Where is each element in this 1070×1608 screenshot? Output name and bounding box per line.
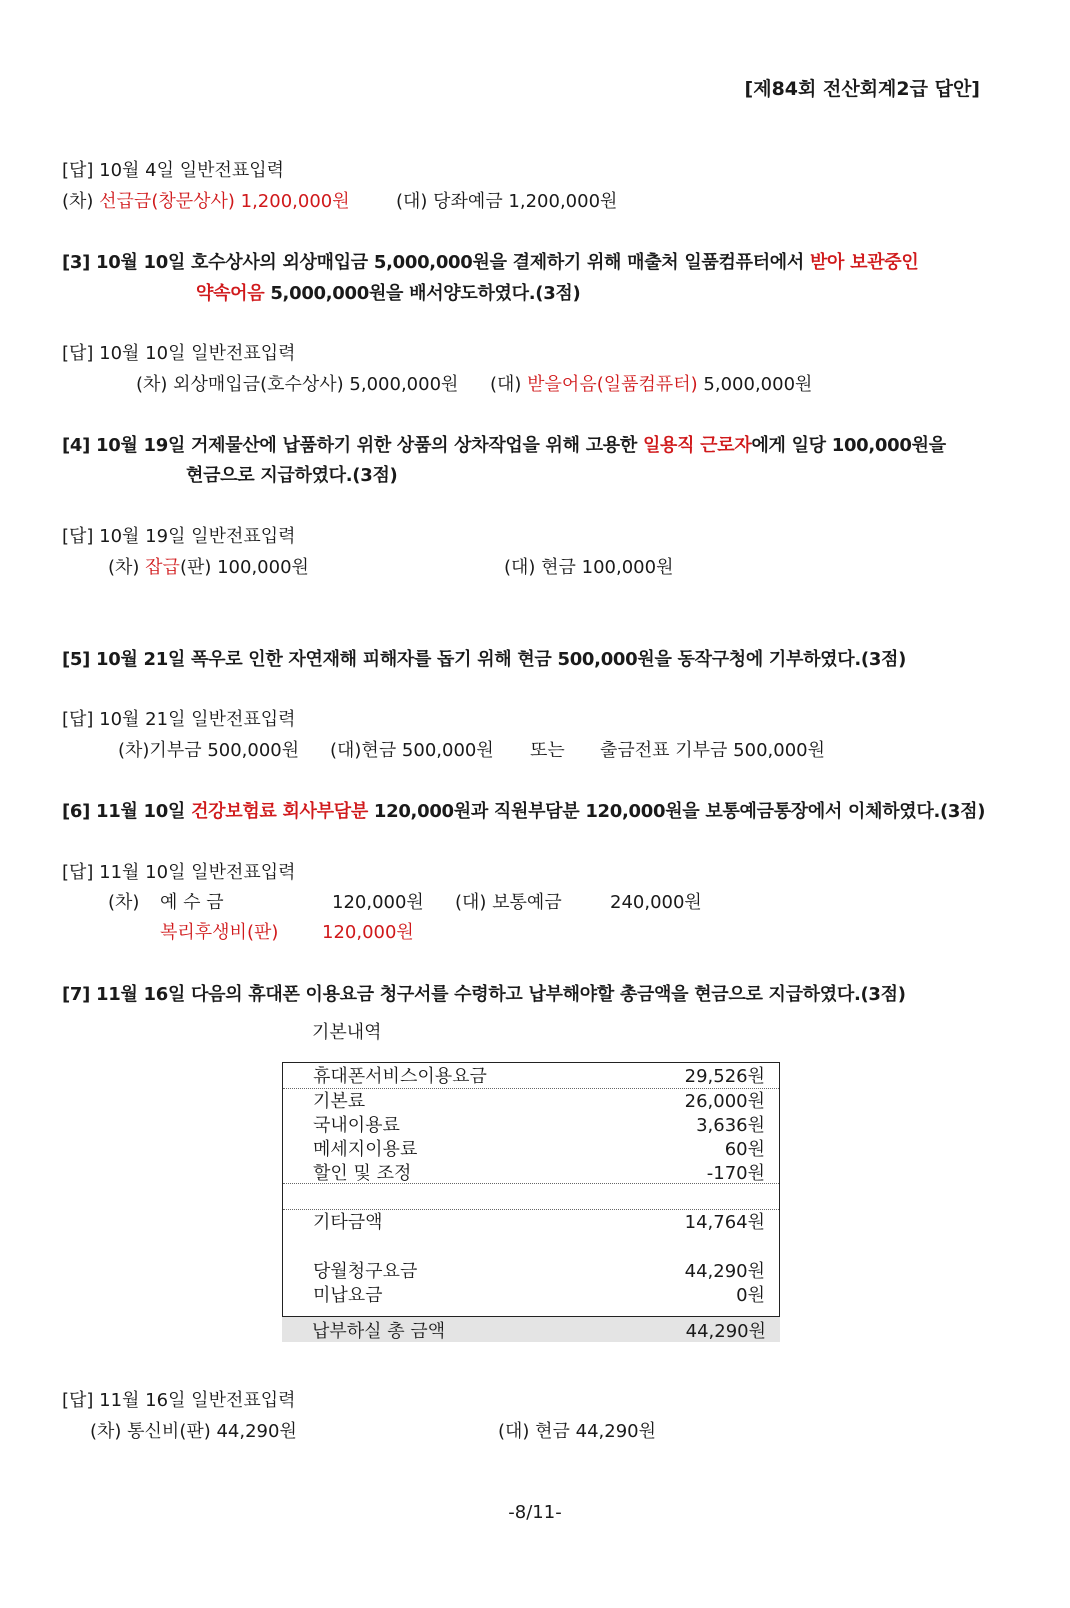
answer-5-debit: (차)기부금 500,000원 [118, 740, 300, 761]
answer-5-alternative: 출금전표 기부금 500,000원 [600, 740, 825, 761]
bill-total-amount: 44,290원 [685, 1320, 766, 1342]
answer-4-credit: (대) 현금 100,000원 [504, 557, 674, 578]
bill-row-label: 휴대폰서비스이용요금 [313, 1066, 487, 1087]
bill-total-label: 납부하실 총 금액 [312, 1320, 446, 1342]
answer-2-debit [62, 187, 350, 213]
bill-row-amount: -170원 [706, 1163, 765, 1184]
q6-text-a: [6] 11월 10일 [62, 801, 192, 822]
bill-row-amount: 0원 [736, 1285, 765, 1306]
credit-prefix: (대) [490, 374, 528, 395]
bill-row-amount: 26,000원 [684, 1091, 765, 1112]
bill-row [313, 1112, 765, 1136]
debit-prefix: (차) [62, 191, 100, 212]
answer-4-debit [108, 553, 309, 579]
answer-7-credit: (대) 현금 44,290원 [498, 1421, 657, 1442]
answer-6-debit-account-2: 복리후생비(판) [160, 922, 279, 943]
answer-6-debit-amount-1: 120,000원 [332, 892, 424, 913]
answer-5-credit: (대)현금 500,000원 [330, 740, 494, 761]
answer-3-credit [490, 370, 812, 396]
page-number: -8/11- [508, 1502, 562, 1523]
debit-suffix: (판) 100,000원 [179, 557, 309, 578]
answer-4-title: [답] 10월 19일 일반전표입력 [62, 526, 296, 547]
bill-row-label: 메세지이용료 [313, 1139, 418, 1160]
answer-6-debit-account-1: 예 수 금 [160, 892, 224, 913]
q3-highlight-1: 받아 보관중인 [809, 252, 919, 273]
answer-2-title: [답] 10월 4일 일반전표입력 [62, 160, 285, 181]
answer-5-or: 또는 [530, 740, 565, 761]
q6-text-b: 120,000원과 직원부담분 120,000원을 보통예금통장에서 이체하였다.(3점) [367, 801, 986, 822]
question-5: [5] 10월 21일 폭우로 인한 자연재해 피해자를 돕기 위해 현금 500,000원을 동작구청에 기부하였다.(3점) [62, 649, 907, 670]
answer-6-title: [답] 11월 10일 일반전표입력 [62, 862, 296, 883]
q4-text-b: 에게 일당 100,000원을 [751, 435, 946, 456]
question-3-line2 [196, 279, 580, 305]
bill-row-label: 당월청구요금 [313, 1261, 418, 1282]
bill-row-amount: 14,764원 [684, 1212, 765, 1233]
answer-6-debit-label: (차) [108, 892, 140, 913]
bill-row-amount: 60원 [724, 1139, 765, 1160]
question-3-line1 [62, 248, 918, 274]
bill-row-label: 할인 및 조정 [313, 1163, 412, 1184]
question-7: [7] 11월 16일 다음의 휴대폰 이용요금 청구서를 수령하고 납부해야할 총금액을 현금으로 지급하였다.(3점) [62, 984, 906, 1005]
credit-suffix: 5,000,000원 [697, 374, 813, 395]
bill-row-amount: 44,290원 [684, 1261, 765, 1282]
answer-6-credit: (대) 보통예금 [455, 892, 562, 913]
answer-6-credit-amount: 240,000원 [610, 892, 702, 913]
answer-5-title: [답] 10월 21일 일반전표입력 [62, 709, 296, 730]
debit-highlight: 잡급 [145, 557, 180, 578]
q3-text-a: [3] 10월 10일 호수상사의 외상매입금 5,000,000원을 결제하기 위해 매출처 일품컴퓨터에서 [62, 252, 810, 273]
answer-3-debit: (차) 외상매입금(호수상사) 5,000,000원 [136, 374, 459, 395]
answer-7-title: [답] 11월 16일 일반전표입력 [62, 1390, 296, 1411]
debit-highlight: 선급금(창문상사) 1,200,000원 [99, 191, 350, 212]
bill-row [313, 1136, 765, 1160]
bill-row [313, 1063, 765, 1087]
q3-text-b: 5,000,000원을 배서양도하였다.(3점) [264, 283, 581, 304]
bill-row [313, 1282, 765, 1306]
debit-prefix: (차) [108, 557, 146, 578]
bill-row-label: 기타금액 [313, 1212, 383, 1233]
answer-6-debit-amount-2: 120,000원 [322, 922, 414, 943]
page-header: [제84회 전산회계2급 답안] [744, 78, 980, 100]
bill-total-row [282, 1317, 780, 1342]
bill-row [313, 1160, 765, 1184]
bill-row [313, 1088, 765, 1112]
q4-highlight: 일용직 근로자 [642, 435, 752, 456]
answer-7-debit: (차) 통신비(판) 44,290원 [90, 1421, 297, 1442]
q4-text-a: [4] 10월 19일 거제물산에 납품하기 위한 상품의 상차작업을 위해 고용한 [62, 435, 643, 456]
question-6 [62, 797, 985, 823]
bill-row-amount: 29,526원 [684, 1066, 765, 1087]
bill-row [313, 1258, 765, 1282]
bill-row-amount: 3,636원 [696, 1115, 765, 1136]
answer-3-title: [답] 10월 10일 일반전표입력 [62, 343, 296, 364]
q6-highlight: 건강보험료 회사부담분 [191, 801, 368, 822]
bill-row [313, 1209, 765, 1233]
phone-bill-box [282, 1062, 780, 1317]
q3-highlight-2: 약속어음 [196, 283, 265, 304]
question-4-line1 [62, 431, 946, 457]
bill-row-label: 기본료 [313, 1091, 366, 1112]
bill-heading: 기본내역 [312, 1022, 382, 1043]
answer-2-credit: (대) 당좌예금 1,200,000원 [396, 191, 618, 212]
question-4-line2: 현금으로 지급하였다.(3점) [186, 465, 398, 486]
bill-row-label: 국내이용료 [313, 1115, 400, 1136]
credit-highlight: 받을어음(일품컴퓨터) [527, 374, 698, 395]
bill-row-label: 미납요금 [313, 1285, 383, 1306]
